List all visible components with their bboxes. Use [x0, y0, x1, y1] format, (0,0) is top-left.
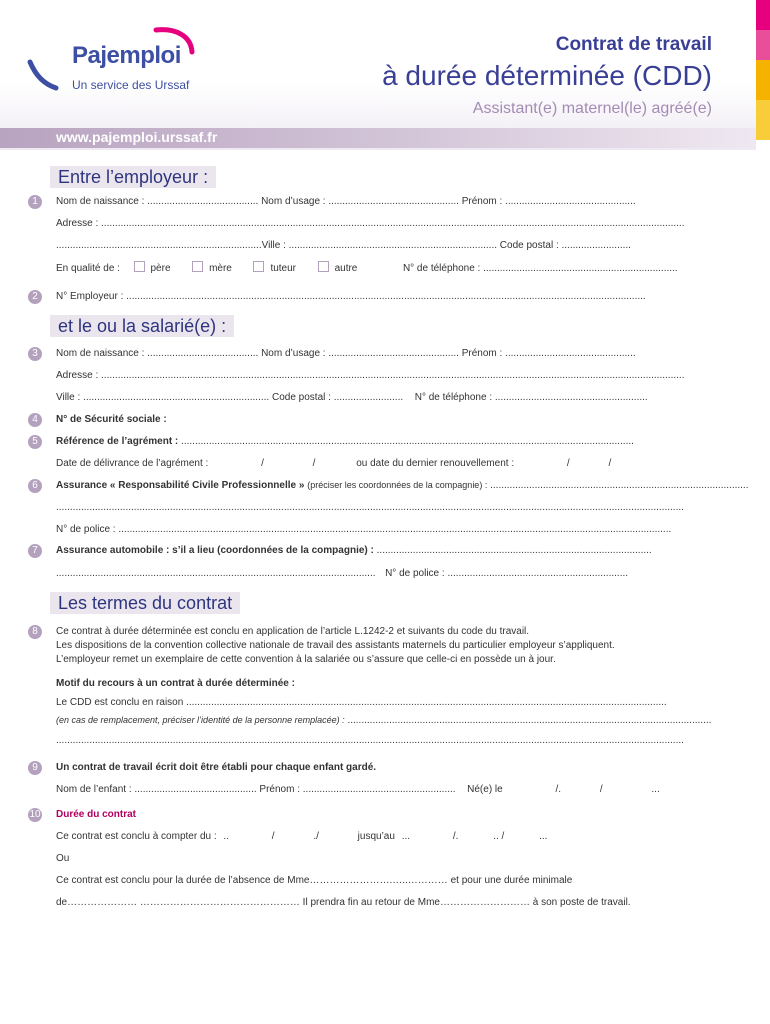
car-insurance-company-field[interactable]: ...................................................................................................................: [56, 568, 376, 579]
from-month-field[interactable]: /: [271, 831, 275, 842]
employer-quality-row: [56, 261, 712, 275]
duration-title: Durée du contrat: [56, 809, 137, 820]
section-terms-heading: Les termes du contrat: [50, 592, 240, 614]
number-badge-8: 8: [28, 625, 42, 639]
approval-reference-row: [56, 435, 712, 448]
checkbox-other-label: autre: [334, 263, 358, 274]
car-insurance-field[interactable]: ...................................................................................................: [376, 545, 652, 556]
employee-address-field[interactable]: Adresse : ..................................................................................................................................................................................................................: [56, 370, 685, 381]
number-badge-1: 1: [28, 195, 42, 209]
color-tab-light-pink: [756, 30, 770, 60]
from-year-field[interactable]: ./: [313, 831, 319, 842]
employee-first-name-field[interactable]: Prénom : ...............................................: [461, 348, 636, 359]
car-policy-field[interactable]: N° de police : .................................................................: [385, 568, 629, 579]
child-birth-label: Né(e) le: [467, 784, 503, 795]
section-employee-heading: et le ou la salarié(e) :: [50, 315, 234, 337]
child-first-name-field[interactable]: Prénom : .......................................................: [259, 784, 456, 795]
employer-city-postal-field[interactable]: ..........................................................................Ville : ........................................................................... Code postal : .........................: [56, 240, 631, 251]
employer-address-field[interactable]: Adresse : ..................................................................................................................................................................................................................: [56, 218, 685, 229]
child-birth-year: ...: [651, 784, 660, 795]
replacement-note: (en cas de remplacement, préciser l’identité de la personne remplacée) :: [56, 715, 345, 725]
employer-birth-name-field[interactable]: Nom de naissance : ........................................: [56, 196, 259, 207]
checkbox-father-label: père: [150, 263, 171, 274]
renewal-slash-2: /: [608, 458, 612, 469]
checkbox-other[interactable]: [318, 261, 329, 272]
terms-paragraph-3: L’employeur remet un exemplaire de cette convention à la salariée ou s’assure que celle-ci en possède un à jour.: [56, 654, 556, 665]
renewal-slash: /: [566, 458, 570, 469]
replacement-row: [56, 714, 712, 727]
rcp-insurance-row: [56, 479, 749, 492]
title-line-1: Contrat de travail: [555, 34, 712, 55]
terms-paragraph-1: Ce contrat à durée déterminée est conclu en application de l’article L.1242-2 et suivants du code du travail.: [56, 626, 530, 637]
rcp-insurance-line-2[interactable]: ..................................................................................................................................................................................................................................: [56, 502, 684, 513]
color-tab-yellow: [756, 60, 770, 100]
absence-line-1[interactable]: Ce contrat est conclu pour la durée de l’absence de Mme…………………….…..………… et pour une durée minimale: [56, 875, 573, 886]
employer-phone-field[interactable]: N° de téléphone : ......................................................................: [402, 263, 678, 274]
employer-number-field[interactable]: N° Employeur : ...........................................................................................................................................................................................: [56, 291, 646, 302]
approval-date-row: [56, 457, 712, 470]
renewal-label: ou date du dernier renouvellement :: [356, 458, 515, 469]
title-line-3: Assistant(e) maternel(le) agréé(e): [472, 100, 712, 117]
approval-reference-field[interactable]: ...................................................................................................................................................................: [181, 436, 634, 447]
car-insurance-row: [56, 544, 712, 557]
duration-from-row: [56, 830, 712, 843]
employee-postal-field[interactable]: Code postal : .........................: [271, 392, 404, 403]
rcp-policy-field[interactable]: N° de police : .......................................................................................................................................................................................................: [56, 524, 672, 535]
employee-city-row: [56, 391, 712, 404]
checkbox-mother-label: mère: [209, 263, 232, 274]
from-day-field[interactable]: ..: [223, 831, 229, 842]
terms-paragraph-2: Les dispositions de la convention collective nationale de travail des assistants maternels du particulier employeur s’appliquent.: [56, 640, 615, 651]
color-tab-light-yellow: [756, 100, 770, 140]
from-label: Ce contrat est conclu à compter du :: [56, 831, 217, 842]
number-badge-9: 9: [28, 761, 42, 775]
employee-names-row: [56, 347, 712, 360]
number-badge-3: 3: [28, 347, 42, 361]
absence-line-2[interactable]: de………………… ………………………………………… Il prendra fin au retour de Mme……………………… à son poste de travail.: [56, 897, 631, 908]
until-year-field[interactable]: .. /: [493, 831, 505, 842]
rcp-insurance-note: (préciser les coordonnées de la compagnie) :: [307, 480, 488, 490]
rcp-insurance-field[interactable]: .............................................................................................: [490, 480, 749, 491]
logo-name: Pajemploi: [72, 42, 181, 69]
child-row: [56, 783, 712, 796]
employee-phone-field[interactable]: N° de téléphone : .......................................................: [414, 392, 648, 403]
quality-label: En qualité de :: [56, 263, 120, 274]
number-badge-10: 10: [29, 809, 41, 820]
employee-city-field[interactable]: Ville : ...................................................................: [56, 392, 270, 403]
section-employer-heading: Entre l’employeur :: [50, 166, 216, 188]
employee-usage-name-field[interactable]: Nom d’usage : ...............................................: [261, 348, 459, 359]
number-badge-4: 4: [28, 413, 42, 427]
written-contract-notice: Un contrat de travail écrit doit être établi pour chaque enfant gardé.: [56, 762, 377, 773]
motif-field[interactable]: Le CDD est conclu en raison .............................................................................................................................................................................: [56, 697, 667, 708]
number-badge-7: 7: [28, 544, 42, 558]
replacement-field[interactable]: ...................................................................................................................................: [347, 715, 712, 726]
approval-date-label: Date de délivrance de l’agrément :: [56, 458, 209, 469]
checkbox-tutor-label: tuteur: [270, 263, 297, 274]
checkbox-mother[interactable]: [192, 261, 203, 272]
child-name-field[interactable]: Nom de l’enfant : ............................................: [56, 784, 257, 795]
number-badge-2: 2: [28, 290, 42, 304]
motif-title: Motif du recours à un contrat à durée déterminée :: [56, 678, 295, 689]
employer-usage-name-field[interactable]: Nom d’usage : ...............................................: [261, 196, 459, 207]
employer-names-row: [56, 195, 712, 208]
checkbox-father[interactable]: [134, 261, 145, 272]
until-year-end: ...: [539, 831, 548, 842]
rcp-insurance-label: Assurance « Responsabilité Civile Professionnelle »: [56, 480, 305, 491]
number-badge-6: 6: [28, 479, 42, 493]
website-url[interactable]: www.pajemploi.urssaf.fr: [56, 129, 218, 145]
checkbox-tutor[interactable]: [253, 261, 264, 272]
logo-subtitle: Un service des Urssaf: [72, 78, 190, 92]
until-label: jusqu’au: [357, 831, 395, 842]
number-badge-5: 5: [28, 435, 42, 449]
car-insurance-label: Assurance automobile : s’il a lieu (coordonnées de la compagnie) :: [56, 545, 374, 556]
approval-reference-label: Référence de l’agrément :: [56, 436, 179, 447]
approval-date-slash-2: /: [312, 458, 316, 469]
car-insurance-line-2: [56, 567, 712, 580]
employer-first-name-field[interactable]: Prénom : ...............................................: [461, 196, 636, 207]
or-label: Ou: [56, 853, 70, 864]
title-line-2: à durée déterminée (CDD): [382, 60, 712, 91]
employee-birth-name-field[interactable]: Nom de naissance : ........................................: [56, 348, 259, 359]
approval-date-slash: /: [261, 458, 264, 469]
replacement-line-2[interactable]: ..................................................................................................................................................................................................................................: [56, 735, 684, 746]
child-birth-slash: /.: [555, 784, 562, 795]
until-day-field[interactable]: ...: [401, 831, 411, 842]
until-month-field[interactable]: /.: [452, 831, 459, 842]
color-tab-pink: [756, 0, 770, 30]
social-security-field[interactable]: N° de Sécurité sociale :: [56, 414, 167, 425]
child-birth-slash-2: /: [599, 784, 603, 795]
